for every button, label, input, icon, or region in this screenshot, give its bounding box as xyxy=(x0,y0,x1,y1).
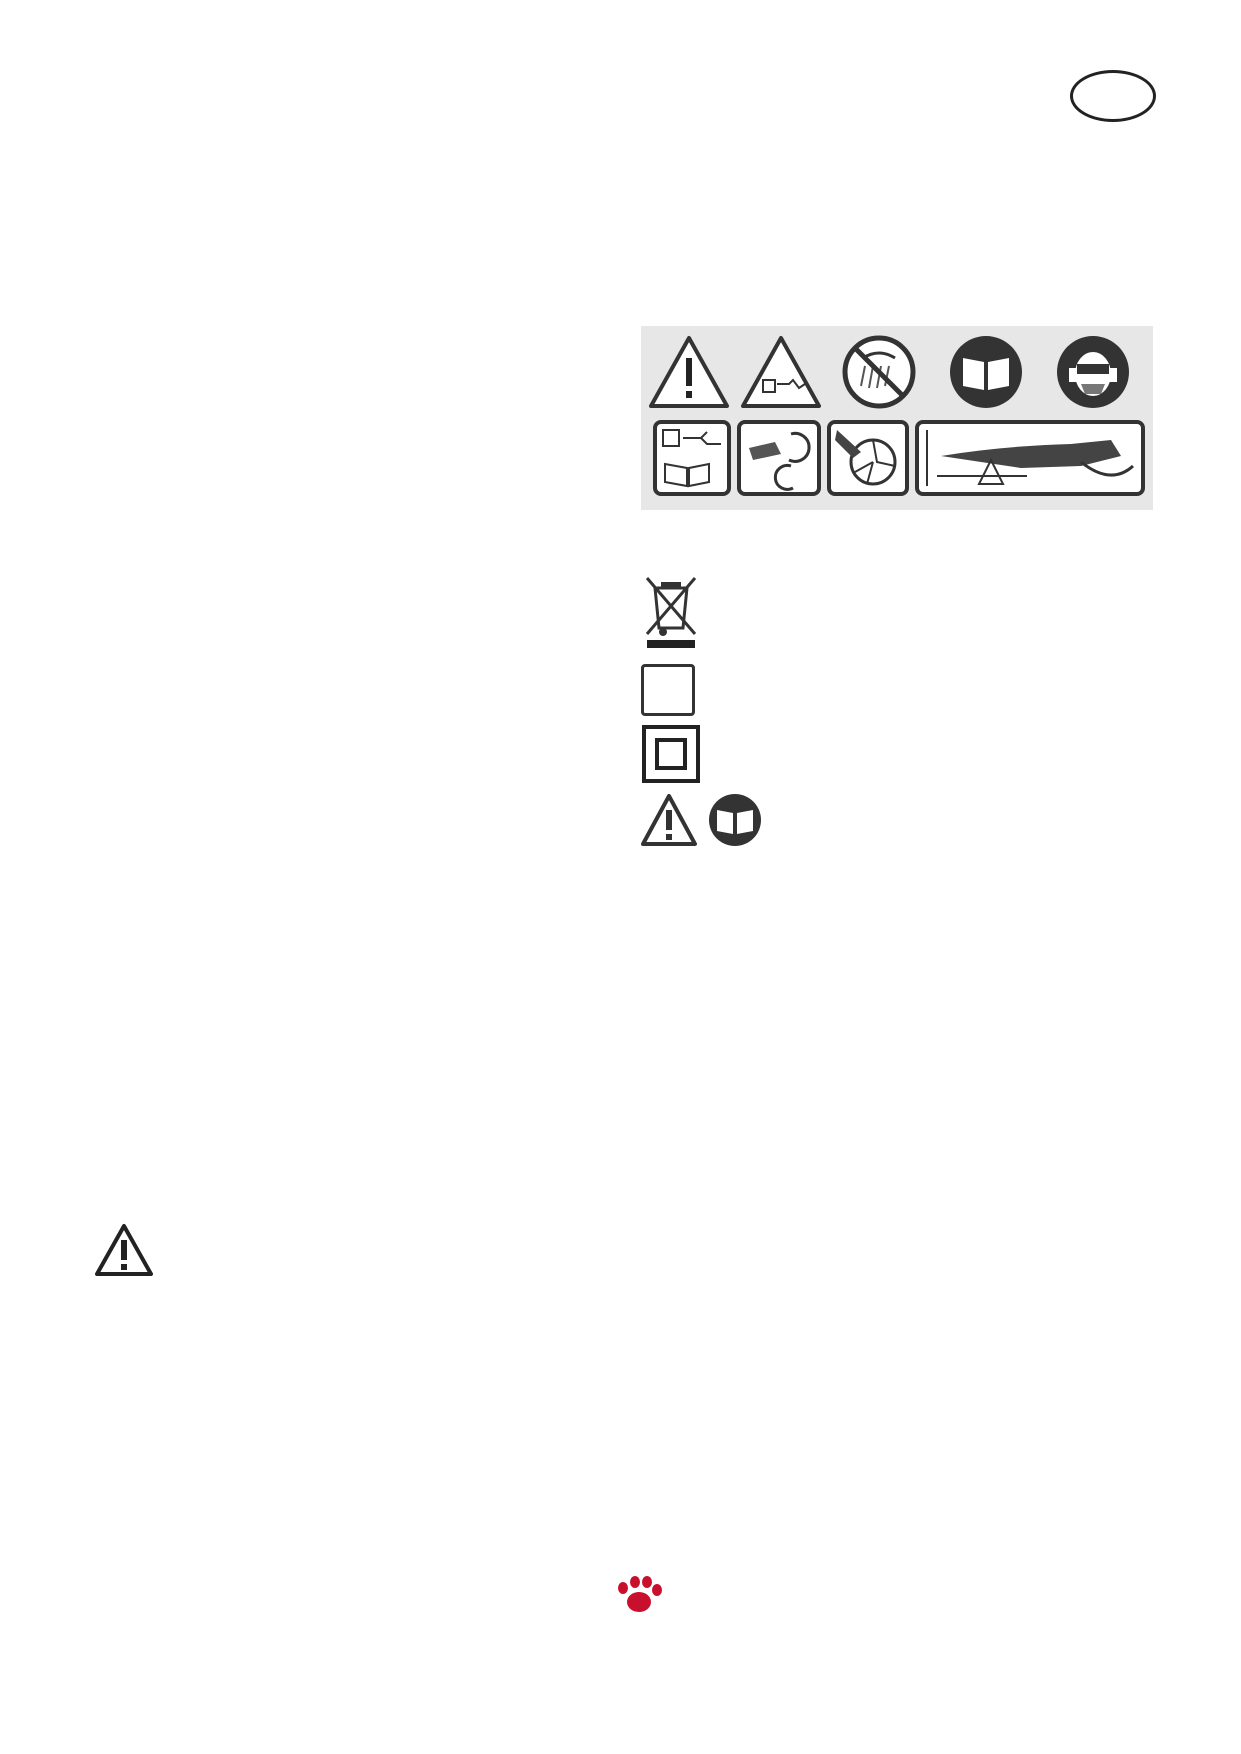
symbol-7-rotating-tool-icon xyxy=(739,422,819,494)
symbols-heading xyxy=(641,244,1161,278)
symbol-3-no-rain-icon xyxy=(845,338,913,406)
protection-class-row xyxy=(641,722,1161,786)
protection-class-icon xyxy=(641,724,701,784)
index-column xyxy=(94,160,614,244)
symbol-numbers-bottom xyxy=(641,522,1161,554)
symbol-4-read-manual-icon xyxy=(950,336,1022,408)
symbol-2-damaged-cable-icon xyxy=(743,338,819,406)
warning-and-manual-icon xyxy=(641,792,763,850)
warning-triangle-icon xyxy=(94,1222,154,1278)
weee-crossed-bin-icon xyxy=(641,574,701,652)
paw-icon xyxy=(618,1576,662,1612)
index-heading xyxy=(94,160,614,200)
symbol-1-warning-icon xyxy=(651,338,727,406)
weee-row xyxy=(641,572,1161,654)
symbol-9-thrown-objects-distance-icon xyxy=(917,422,1143,494)
grizzly-logo xyxy=(543,1572,703,1682)
tube-mounted-row xyxy=(641,786,1161,856)
symbol-5-protective-equipment-icon xyxy=(1057,336,1129,408)
symbol-6-unplug-maintenance-icon xyxy=(655,422,729,494)
sound-level-icon xyxy=(641,664,695,716)
symbol-numbers-top xyxy=(641,292,1161,324)
safety-heading xyxy=(641,160,1161,200)
symbol-8-sharp-blades-icon xyxy=(829,422,907,494)
symbols-panel xyxy=(641,326,1153,510)
language-badge xyxy=(1070,70,1156,122)
additional-symbols xyxy=(641,572,1161,856)
sound-level-row xyxy=(641,658,1161,722)
safety-column xyxy=(641,160,1161,856)
